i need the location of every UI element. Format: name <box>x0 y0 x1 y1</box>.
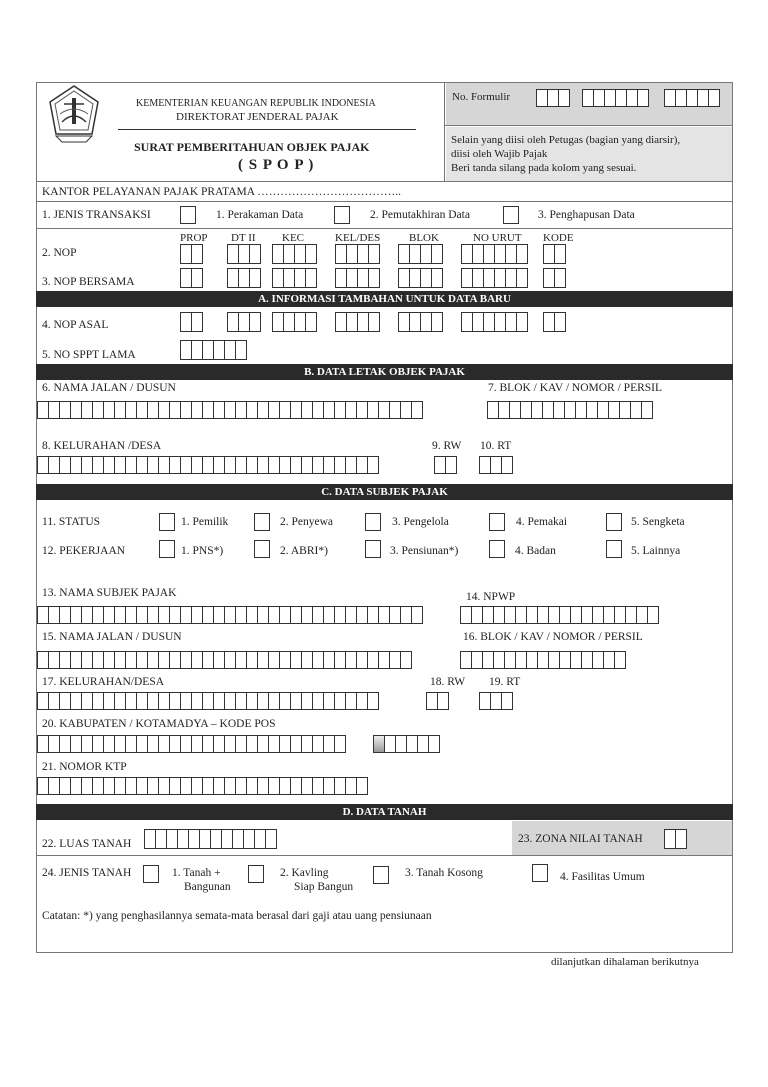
sppt-lama-boxes[interactable] <box>180 340 247 360</box>
char-box[interactable] <box>411 401 423 419</box>
pekerjaan-lainnya-checkbox[interactable] <box>606 540 622 558</box>
d-option-4: 4. Fasilitas Umum <box>560 871 645 883</box>
page-title: SURAT PEMBERITAHUAN OBJEK PAJAK <box>134 140 370 154</box>
c-rt-boxes[interactable] <box>479 692 513 710</box>
c-npwp-label: 14. NPWP <box>466 591 516 603</box>
b-blok-boxes[interactable] <box>487 401 653 419</box>
d-luas-boxes[interactable] <box>144 829 277 849</box>
d-luas-label: 22. LUAS TANAH <box>42 838 132 850</box>
char-box[interactable] <box>411 606 423 624</box>
char-box[interactable] <box>334 735 346 753</box>
sppt-lama-label: 5. NO SPPT LAMA <box>42 349 136 361</box>
nop-blok-boxes[interactable] <box>398 244 443 264</box>
c-ktp-label: 21. NOMOR KTP <box>42 761 127 773</box>
char-box[interactable] <box>431 268 443 288</box>
fasilitas-umum-checkbox[interactable] <box>532 864 548 882</box>
nop-label: 2. NOP <box>42 247 77 259</box>
rule <box>36 201 733 202</box>
catatan-note: Catatan: *) yang penghasilannya semata-mata berasal dari gaji atau uang pensiunaan <box>42 910 432 922</box>
c-rw-boxes[interactable] <box>426 692 449 710</box>
char-box[interactable] <box>265 829 277 849</box>
char-box[interactable] <box>191 244 203 264</box>
status-option-1: 1. Pemilik <box>181 516 229 528</box>
kavling-checkbox[interactable] <box>248 865 264 883</box>
char-box[interactable] <box>367 456 379 474</box>
status-pemilik-checkbox[interactable] <box>159 513 175 531</box>
continued-note: dilanjutkan dihalaman berikutnya <box>551 956 699 968</box>
form-abbreviation: ( S P O P ) <box>238 157 315 173</box>
section-c-header: C. DATA SUBJEK PAJAK <box>36 484 733 500</box>
transaksi-perakaman-checkbox[interactable] <box>180 206 196 224</box>
char-box[interactable] <box>554 312 566 332</box>
status-option-5: 5. Sengketa <box>631 516 685 528</box>
rule <box>36 228 733 229</box>
char-box[interactable] <box>305 268 317 288</box>
nop-asal-kec-boxes[interactable] <box>272 312 317 332</box>
nop-header-blok: BLOK <box>409 232 439 244</box>
nop-prop-boxes[interactable] <box>180 244 203 264</box>
nop-bersama-dt2-boxes[interactable] <box>227 268 261 288</box>
nop-bersama-prop-boxes[interactable] <box>180 268 203 288</box>
d-jenis-label: 24. JENIS TANAH <box>42 867 132 879</box>
nop-bersama-blok-boxes[interactable] <box>398 268 443 288</box>
pekerjaan-badan-checkbox[interactable] <box>489 540 505 558</box>
d-option-3: 3. Tanah Kosong <box>405 867 483 879</box>
no-formulir-boxes-2[interactable] <box>582 89 649 107</box>
d-option-2a: 2. Kavling <box>280 867 329 879</box>
nop-kode-boxes[interactable] <box>543 244 566 264</box>
c-nama-boxes[interactable] <box>37 606 423 624</box>
b-jalan-label: 6. NAMA JALAN / DUSUN <box>42 382 176 394</box>
char-box[interactable] <box>641 401 653 419</box>
b-jalan-boxes[interactable] <box>37 401 423 419</box>
pekerjaan-abri-checkbox[interactable] <box>254 540 270 558</box>
c-jalan-label: 15. NAMA JALAN / DUSUN <box>42 631 182 643</box>
char-box[interactable] <box>249 244 261 264</box>
pekerjaan-option-2: 2. ABRI*) <box>280 545 328 557</box>
d-option-1b: Bangunan <box>184 881 231 893</box>
kantor-pajak-field[interactable]: KANTOR PELAYANAN PAJAK PRATAMA ……………………………….. <box>42 186 402 198</box>
status-option-4: 4. Pemakai <box>516 516 568 528</box>
c-npwp-boxes[interactable] <box>460 606 659 624</box>
c-kodepos-boxes[interactable] <box>373 735 440 753</box>
nop-asal-label: 4. NOP ASAL <box>42 319 109 331</box>
nop-header-kec: KEC <box>282 232 304 244</box>
b-rw-label: 9. RW <box>432 440 462 452</box>
char-box[interactable] <box>191 312 203 332</box>
status-penyewa-checkbox[interactable] <box>254 513 270 531</box>
char-box[interactable] <box>675 829 687 849</box>
pekerjaan-label: 12. PEKERJAAN <box>42 545 126 557</box>
title-rule <box>118 129 416 130</box>
char-box[interactable] <box>637 89 649 107</box>
pekerjaan-pensiunan-checkbox[interactable] <box>365 540 381 558</box>
transaksi-penghapusan-checkbox[interactable] <box>503 206 519 224</box>
char-box[interactable] <box>368 312 380 332</box>
instruction-line-2: diisi oleh Wajib Pajak <box>451 148 548 160</box>
section-a-header: A. INFORMASI TAMBAHAN UNTUK DATA BARU <box>36 291 733 307</box>
transaksi-option-1: 1. Perakaman Data <box>216 209 304 221</box>
c-kelurahan-label: 17. KELURAHAN/DESA <box>42 676 165 688</box>
b-kelurahan-boxes[interactable] <box>37 456 379 474</box>
no-formulir-boxes-1[interactable] <box>536 89 570 107</box>
c-rw-label: 18. RW <box>430 676 466 688</box>
c-blok-label: 16. BLOK / KAV / NOMOR / PERSIL <box>463 631 643 643</box>
char-box[interactable] <box>501 456 513 474</box>
no-formulir-boxes-3[interactable] <box>664 89 720 107</box>
nop-header-kel: KEL/DES <box>335 232 381 244</box>
char-box[interactable] <box>554 244 566 264</box>
char-box[interactable] <box>249 268 261 288</box>
c-rt-label: 19. RT <box>489 676 521 688</box>
c-ktp-boxes[interactable] <box>37 777 368 795</box>
char-box[interactable] <box>305 244 317 264</box>
char-box[interactable] <box>437 692 449 710</box>
char-box[interactable] <box>554 268 566 288</box>
transaksi-option-2: 2. Pemutakhiran Data <box>370 209 470 221</box>
status-sengketa-checkbox[interactable] <box>606 513 622 531</box>
char-box[interactable] <box>305 312 317 332</box>
section-b-header: B. DATA LETAK OBJEK PAJAK <box>36 364 733 380</box>
header-divider <box>444 83 445 181</box>
b-rt-boxes[interactable] <box>479 456 513 474</box>
header-divider-h <box>444 125 732 126</box>
nop-urut-boxes[interactable] <box>461 244 528 264</box>
char-box[interactable] <box>356 777 368 795</box>
d-zona-boxes[interactable] <box>664 829 687 849</box>
b-rw-boxes[interactable] <box>434 456 457 474</box>
nop-dt2-boxes[interactable] <box>227 244 261 264</box>
char-box[interactable] <box>614 651 626 669</box>
transaksi-option-3: 3. Penghapusan Data <box>538 209 635 221</box>
nop-asal-kel-boxes[interactable] <box>335 312 380 332</box>
c-jalan-boxes[interactable] <box>37 651 412 669</box>
transaksi-pemutakhiran-checkbox[interactable] <box>334 206 350 224</box>
d-option-1a: 1. Tanah + <box>172 867 221 879</box>
char-box[interactable] <box>431 244 443 264</box>
c-blok-boxes[interactable] <box>460 651 626 669</box>
pekerjaan-pns-checkbox[interactable] <box>159 540 175 558</box>
jenis-transaksi-label: 1. JENIS TRANSAKSI <box>42 209 151 221</box>
instruction-line-3: Beri tanda silang pada kolom yang sesuai. <box>451 162 637 174</box>
char-box[interactable] <box>516 312 528 332</box>
pekerjaan-option-5: 5. Lainnya <box>631 545 681 557</box>
char-box[interactable] <box>516 244 528 264</box>
char-box[interactable] <box>368 244 380 264</box>
char-box[interactable] <box>708 89 720 107</box>
nop-asal-kode-boxes[interactable] <box>543 312 566 332</box>
tanah-bangunan-checkbox[interactable] <box>143 865 159 883</box>
nop-asal-prop-boxes[interactable] <box>180 312 203 332</box>
d-zona-label: 23. ZONA NILAI TANAH <box>518 833 643 845</box>
nop-bersama-kel-boxes[interactable] <box>335 268 380 288</box>
pekerjaan-option-3: 3. Pensiunan*) <box>390 545 459 557</box>
nop-header-urut: NO URUT <box>473 232 522 244</box>
status-option-3: 3. Pengelola <box>392 516 449 528</box>
c-kabupaten-label: 20. KABUPATEN / KOTAMADYA – KODE POS <box>42 718 276 730</box>
no-formulir-label: No. Formulir <box>452 91 511 103</box>
ministry-name: KEMENTERIAN KEUANGAN REPUBLIK INDONESIA <box>136 98 376 109</box>
char-box[interactable] <box>368 268 380 288</box>
nop-kec-boxes[interactable] <box>272 244 317 264</box>
tanah-kosong-checkbox[interactable] <box>373 866 389 884</box>
c-nama-label: 13. NAMA SUBJEK PAJAK <box>42 587 177 599</box>
char-box[interactable] <box>516 268 528 288</box>
c-kabupaten-boxes[interactable] <box>37 735 346 753</box>
pekerjaan-option-1: 1. PNS*) <box>181 545 224 557</box>
nop-bersama-label: 3. NOP BERSAMA <box>42 276 135 288</box>
char-box[interactable] <box>558 89 570 107</box>
rule <box>36 181 733 182</box>
nop-bersama-kode-boxes[interactable] <box>543 268 566 288</box>
char-box[interactable] <box>428 735 440 753</box>
nop-asal-urut-boxes[interactable] <box>461 312 528 332</box>
nop-kel-boxes[interactable] <box>335 244 380 264</box>
b-rt-label: 10. RT <box>480 440 512 452</box>
char-box[interactable] <box>445 456 457 474</box>
b-kelurahan-label: 8. KELURAHAN /DESA <box>42 440 162 452</box>
char-box[interactable] <box>647 606 659 624</box>
nop-asal-dt2-boxes[interactable] <box>227 312 261 332</box>
char-box[interactable] <box>501 692 513 710</box>
status-label: 11. STATUS <box>42 516 101 528</box>
nop-header-prop: PROP <box>180 232 208 244</box>
status-option-2: 2. Penyewa <box>280 516 334 528</box>
instruction-line-1: Selain yang diisi oleh Petugas (bagian yang diarsir), <box>451 134 681 146</box>
status-pengelola-checkbox[interactable] <box>365 513 381 531</box>
ministry-emblem-icon <box>46 84 102 144</box>
nop-header-dt2: DT II <box>231 232 256 244</box>
b-blok-label: 7. BLOK / KAV / NOMOR / PERSIL <box>488 382 663 394</box>
char-box[interactable] <box>400 651 412 669</box>
directorate-name: DIREKTORAT JENDERAL PAJAK <box>176 111 339 123</box>
status-pemakai-checkbox[interactable] <box>489 513 505 531</box>
d-option-2b: Siap Bangun <box>294 881 354 893</box>
rule <box>36 855 733 856</box>
nop-bersama-kec-boxes[interactable] <box>272 268 317 288</box>
char-box[interactable] <box>191 268 203 288</box>
nop-header-kode: KODE <box>543 232 574 244</box>
char-box[interactable] <box>235 340 247 360</box>
char-box[interactable] <box>367 692 379 710</box>
char-box[interactable] <box>249 312 261 332</box>
pekerjaan-option-4: 4. Badan <box>515 545 556 557</box>
c-kelurahan-boxes[interactable] <box>37 692 379 710</box>
char-box[interactable] <box>431 312 443 332</box>
nop-asal-blok-boxes[interactable] <box>398 312 443 332</box>
nop-bersama-urut-boxes[interactable] <box>461 268 528 288</box>
section-d-header: D. DATA TANAH <box>36 804 733 820</box>
